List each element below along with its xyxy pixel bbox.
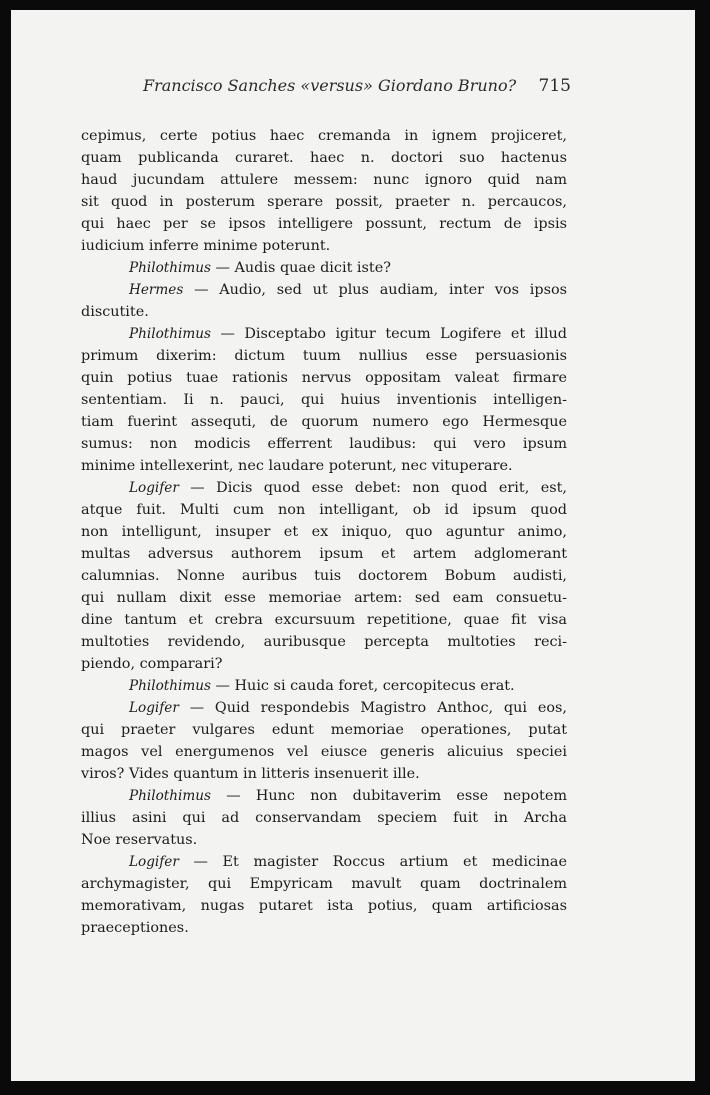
text-line: memorativam, nugas putaret ista potius, quam artificiosas [81,898,567,914]
text-line: iudicium inferre minime poterunt. [81,238,331,254]
dialogue-line [81,477,567,499]
text-line: praeceptiones. [81,920,189,936]
text-line: qui nullam dixit esse memoriae artem: sed eam consuetu- [81,590,567,606]
dialogue-line [81,257,567,279]
speaker-name: Philothimus [129,326,211,342]
dialogue-line [81,675,567,697]
dialogue-line [81,279,567,301]
text-line: qui praeter vulgares edunt memoriae operationes, putat [81,722,567,738]
speaker-name: Philothimus [129,788,211,804]
text-line: qui haec per se ipsos intelligere possunt, rectum de ipsis [81,216,567,232]
speech-text: — Audis quae dicit iste? [210,260,391,276]
text-line: atque fuit. Multi cum non intelligant, ob id ipsum quod [81,502,567,518]
speech-text: — Audio, sed ut plus audiam, inter vos ipsos [183,282,567,298]
text-line: sententiam. Ii n. pauci, qui huius inventionis intelligen- [81,392,567,408]
text-line: archymagister, qui Empyricam mavult quam doctrinalem [81,876,567,892]
speech-text: — Dicis quod esse debet: non quod erit, est, [178,480,567,496]
text-line: minime intellexerint, nec laudare poterunt, nec vituperare. [81,458,513,474]
speaker-name: Logifer [129,700,179,716]
speaker-name: Logifer [129,854,179,870]
speaker-name: Hermes [129,282,184,298]
text-line: piendo, comparari? [81,656,223,672]
dialogue-line [81,697,567,719]
body-text [81,125,567,939]
dialogue-line [81,851,567,873]
page-header [143,76,571,100]
text-line: Noe reservatus. [81,832,198,848]
dialogue-line [81,323,567,345]
text-line: non intelligunt, insuper et ex iniquo, quo aguntur animo, [81,524,567,540]
text-line: quin potius tuae rationis nervus oppositam valeat firmare [81,370,567,386]
text-line: sit quod in posterum sperare possit, praeter n. percaucos, [81,194,567,210]
speech-text: — Quid respondebis Magistro Anthoc, qui eos, [178,700,567,716]
speech-text: — Huic si cauda foret, cercopitecus erat. [210,678,515,694]
dialogue-line [81,785,567,807]
speaker-name: Philothimus [129,260,211,276]
speech-text: — Et magister Roccus artium et medicinae [178,854,567,870]
text-line: magos vel energumenos vel eiusce generis alicuius speciei [81,744,567,760]
page-number: 715 [538,76,571,96]
text-line: haud jucundam attulere messem: nunc ignoro quid nam [81,172,567,188]
text-line: viros? Vides quantum in litteris insenuerit ille. [81,766,420,782]
text-line: primum dixerim: dictum tuum nullius esse persuasionis [81,348,567,364]
text-line: multas adversus authorem ipsum et artem adglomerant [81,546,567,562]
speaker-name: Philothimus [129,678,211,694]
running-title: Francisco Sanches «versus» Giordano Bruno? [143,76,517,95]
text-line: multoties revidendo, auribusque percepta multoties reci- [81,634,567,650]
speech-text: — Hunc non dubitaverim esse nepotem [210,788,567,804]
text-line: illius asini qui ad conservandam speciem fuit in Archa [81,810,567,826]
text-line: calumnias. Nonne auribus tuis doctorem Bobum audisti, [81,568,567,584]
text-line: quam publicanda curaret. haec n. doctori suo hactenus [81,150,567,166]
book-page [11,10,695,1081]
text-line: discutite. [81,304,149,320]
text-line: sumus: non modicis efferrent laudibus: qui vero ipsum [81,436,567,452]
speaker-name: Logifer [129,480,179,496]
speech-text: — Disceptabo igitur tecum Logifere et illud [210,326,567,342]
text-line: tiam fuerint assequti, de quorum numero ego Hermesque [81,414,567,430]
text-line: cepimus, certe potius haec cremanda in ignem projiceret, [81,128,567,144]
text-line: dine tantum et crebra excursuum repetitione, quae fit visa [81,612,567,628]
